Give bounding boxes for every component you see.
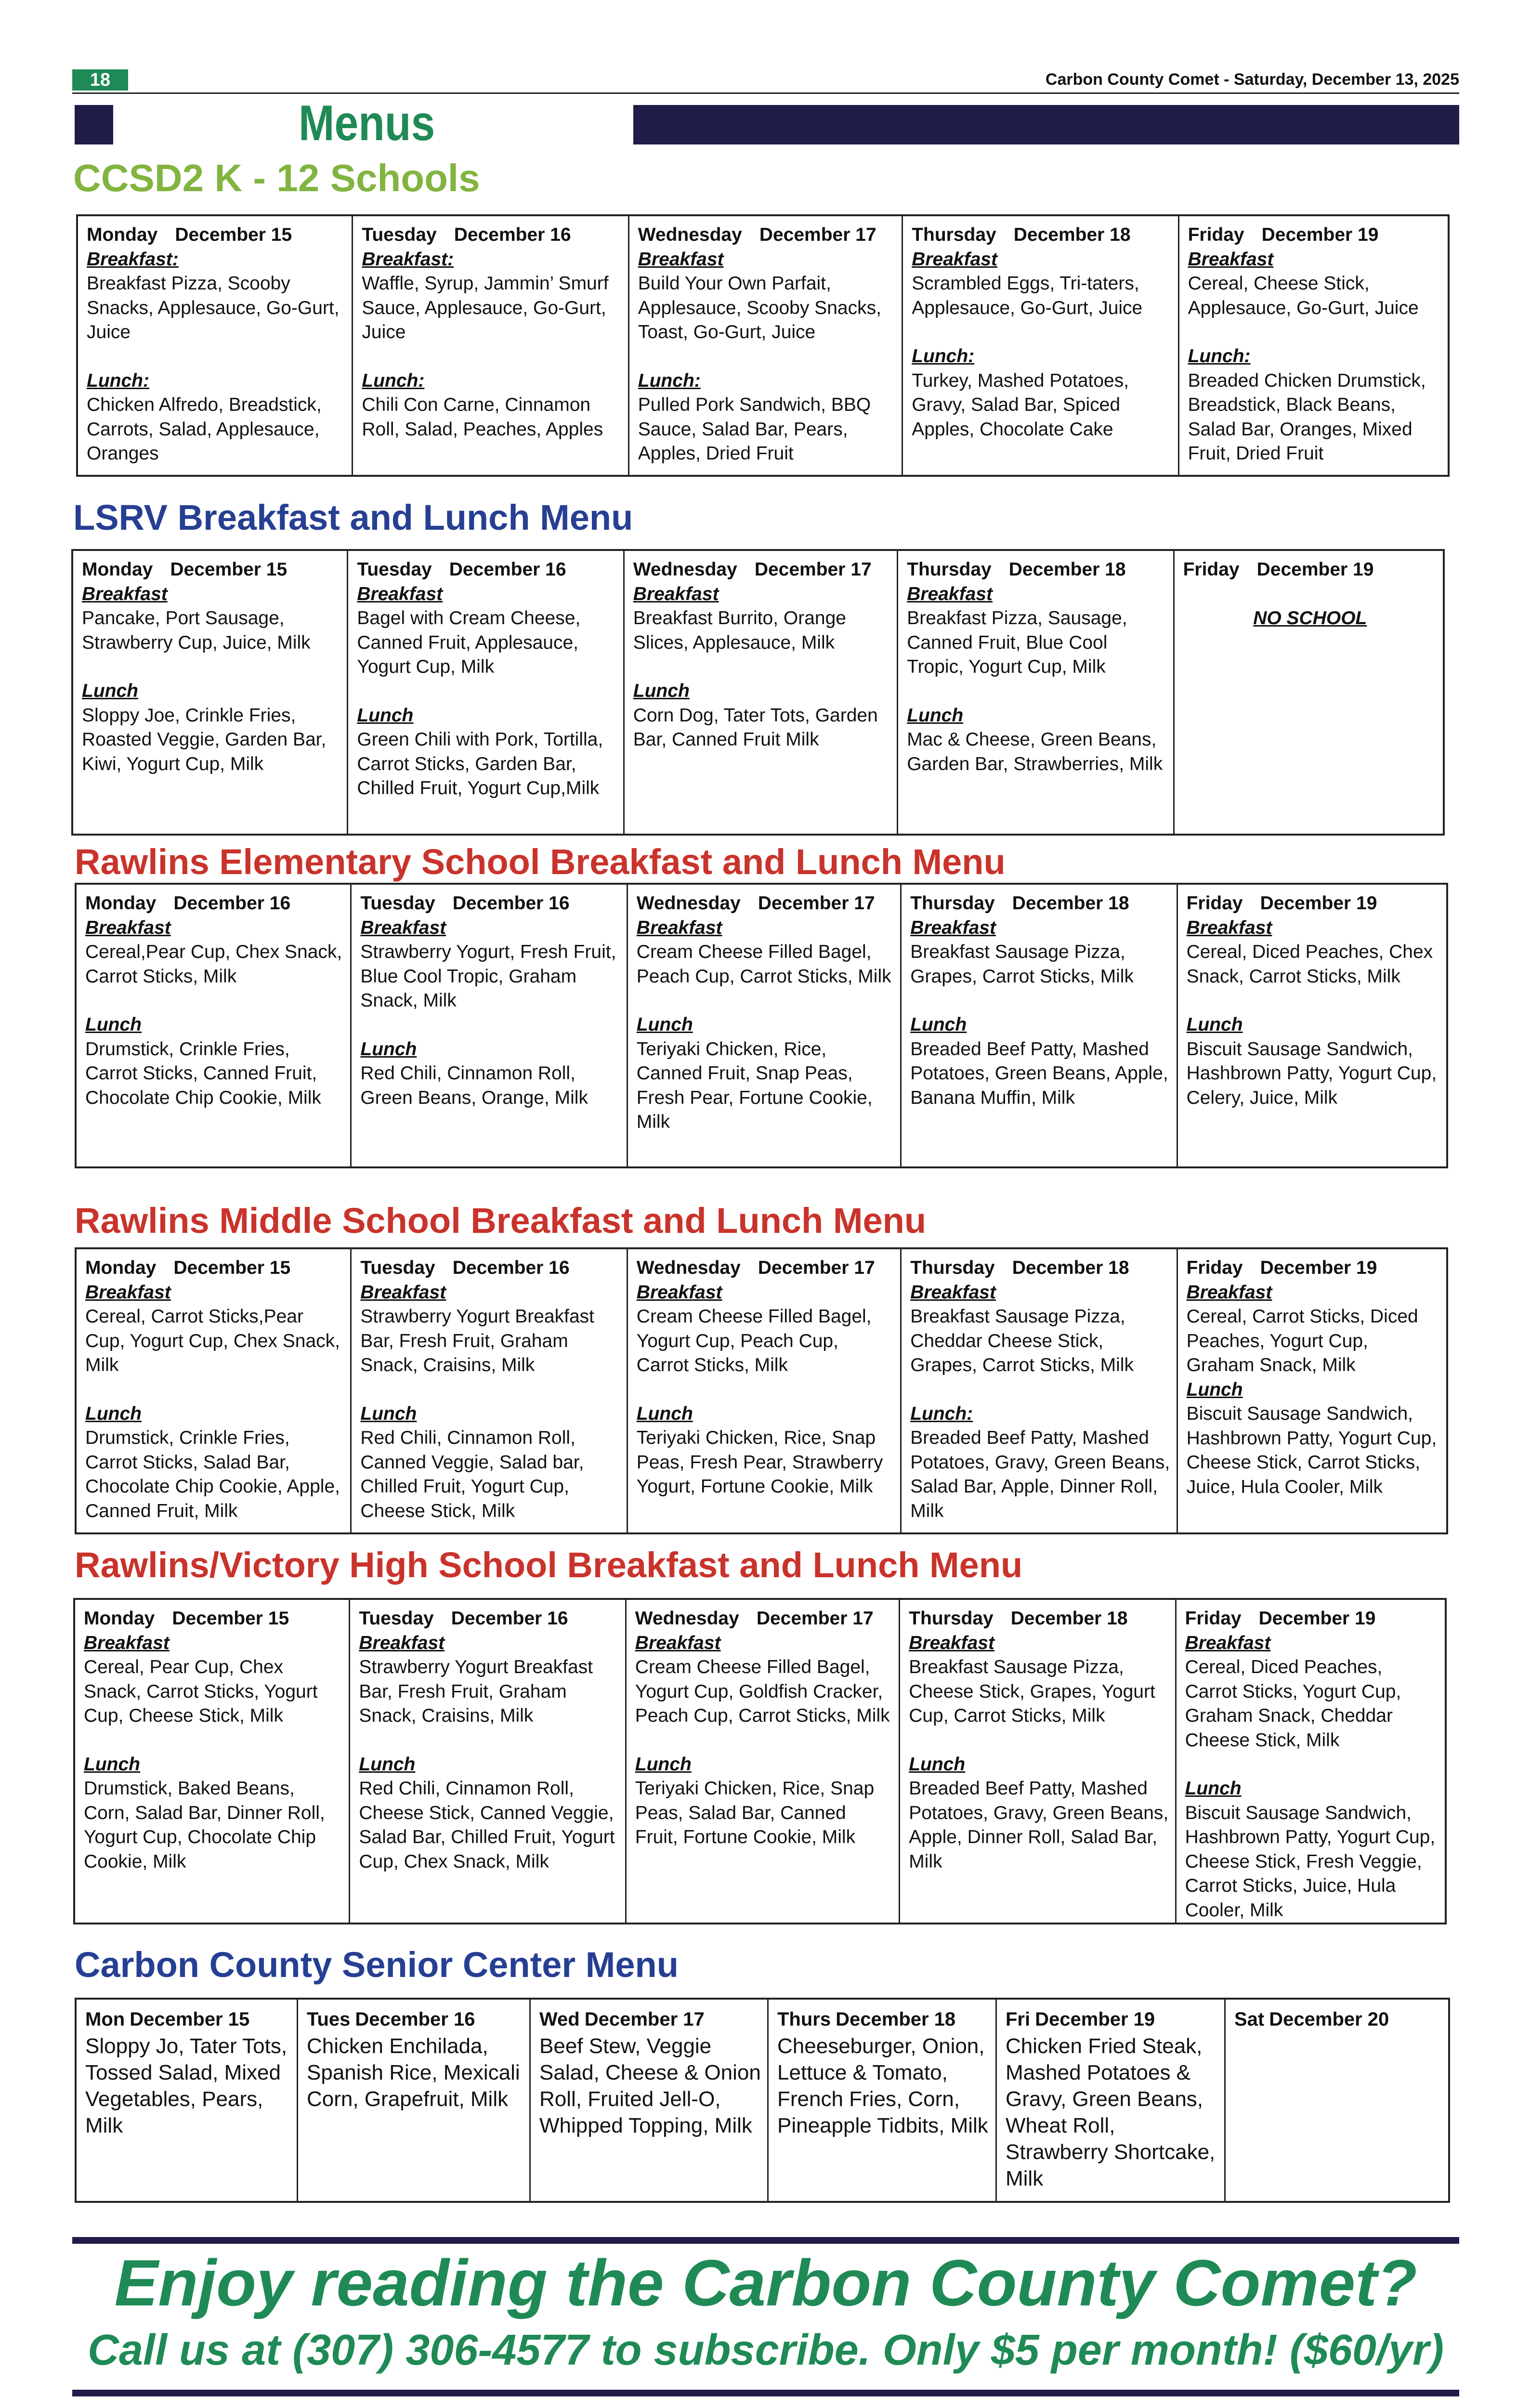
meal-label: Breakfast (82, 583, 168, 604)
meal-label: Lunch: (910, 1403, 973, 1424)
day-cell-tuesday (349, 1600, 625, 1923)
meal-label: Breakfast (1185, 1632, 1271, 1653)
day-name: Mon (85, 2009, 125, 2030)
day-date: December 19 (1258, 1608, 1376, 1629)
meal-label: Lunch: (638, 370, 701, 391)
spacer (1188, 320, 1442, 344)
day-name: Tuesday (362, 224, 437, 245)
meal-items: Waffle, Syrup, Jammin’ Smurf Sauce, Applesauce, Go-Gurt, Juice (362, 273, 609, 342)
meal-items: Red Chili, Cinnamon Roll, Green Beans, Orange, Milk (360, 1063, 588, 1108)
day-header (85, 2006, 291, 2033)
meal-items: Teriyaki Chicken, Rice, Snap Peas, Salad Bar, Canned Fruit, Fortune Cookie, Milk (635, 1778, 875, 1847)
meal-label: Lunch: (1188, 346, 1251, 366)
day-name: Wednesday (633, 559, 737, 580)
day-header (910, 891, 1170, 916)
day-date: December 17 (754, 559, 872, 580)
page-number: 18 (72, 69, 128, 91)
meal-items: Cream Cheese Filled Bagel, Yogurt Cup, Goldfish Cracker, Peach Cup, Carrot Sticks, Milk (635, 1657, 890, 1726)
meal-items: Cream Cheese Filled Bagel, Peach Cup, Carrot Sticks, Milk (636, 942, 891, 987)
meal-label: Breakfast (909, 1632, 994, 1653)
day-date: December 19 (1035, 2009, 1155, 2030)
day-cell-thursday (899, 1600, 1175, 1923)
day-cell-wednesday (627, 1249, 900, 1532)
meal-items: Red Chili, Cinnamon Roll, Canned Veggie, Salad bar, Chilled Fruit, Yogurt Cup, Cheese Stick, Milk (360, 1427, 584, 1521)
meal-items: Sloppy Jo, Tater Tots, Tossed Salad, Mixed Vegetables, Pears, Milk (85, 2034, 288, 2137)
meal-items: Biscuit Sausage Sandwich, Hashbrown Patty, Yogurt Cup, Celery, Juice, Milk (1186, 1038, 1437, 1108)
meal-items: Drumstick, Crinkle Fries, Carrot Sticks, Canned Fruit, Chocolate Chip Cookie, Milk (85, 1038, 321, 1108)
meal-items: Chicken Enchilada, Spanish Rice, Mexicali Corn, Grapefruit, Milk (307, 2034, 520, 2111)
senior-day-fri (995, 2000, 1224, 2201)
day-header (360, 891, 620, 916)
spacer (87, 345, 346, 369)
spacer (1187, 989, 1440, 1013)
spacer (635, 1728, 893, 1753)
day-date: December 17 (584, 2009, 705, 2030)
day-date: December 17 (758, 1257, 875, 1278)
meal-items: Cereal, Carrot Sticks,Pear Cup, Yogurt Cup, Chex Snack, Milk (85, 1306, 340, 1375)
meal-items: Breaded Chicken Drumstick, Breadstick, Black Beans, Salad Bar, Oranges, Mixed Fruit, Dried Fruit (1188, 370, 1426, 464)
day-header (907, 558, 1167, 582)
meal-label: Lunch: (912, 346, 975, 366)
day-date: December 18 (1012, 1257, 1129, 1278)
meal-label: Lunch (82, 681, 138, 701)
senior-day-wed (529, 2000, 767, 2201)
header-rule (72, 92, 1459, 94)
day-header (777, 2006, 990, 2033)
day-cell-thursday (900, 885, 1176, 1166)
meal-label: Breakfast (636, 1282, 722, 1303)
day-date: December 19 (1256, 559, 1374, 580)
day-cell-friday (1177, 885, 1446, 1166)
day-name: Friday (1186, 893, 1243, 914)
day-name: Wednesday (635, 1608, 739, 1629)
meal-items: Sloppy Joe, Crinkle Fries, Roasted Veggie, Garden Bar, Kiwi, Yogurt Cup, Milk (82, 705, 327, 774)
meal-label: Breakfast (85, 917, 171, 938)
day-name: Monday (85, 893, 157, 914)
day-name: Friday (1188, 224, 1244, 245)
meal-label: Breakfast (1186, 917, 1272, 938)
day-header (1234, 2006, 1442, 2033)
day-name: Wednesday (638, 224, 742, 245)
menu-table-ccsd2 (76, 214, 1450, 477)
meal-items: Chili Con Carne, Cinnamon Roll, Salad, Peaches, Apples (362, 394, 603, 440)
day-header (1006, 2006, 1218, 2033)
meal-items: Cereal, Pear Cup, Chex Snack, Carrot Sticks, Yogurt Cup, Cheese Stick, Milk (84, 1657, 318, 1726)
spacer (1185, 1753, 1439, 1777)
day-cell-thursday (900, 1249, 1176, 1532)
senior-day-sat (1224, 2000, 1448, 2201)
day-date: December 16 (355, 2009, 475, 2030)
day-cell-wednesday (627, 885, 900, 1166)
day-header (357, 558, 617, 582)
meal-label: Lunch (357, 705, 414, 726)
meal-items: Breakfast Burrito, Orange Slices, Applesauce, Milk (633, 608, 846, 653)
day-header (637, 1256, 894, 1281)
meal-items: Red Chili, Cinnamon Roll, Cheese Stick, Canned Veggie, Salad Bar, Chilled Fruit, Yogurt Cup, Chex Snack, Milk (359, 1778, 615, 1872)
day-name: Wednesday (636, 1257, 741, 1278)
day-cell-monday (73, 551, 347, 834)
day-date: December 16 (452, 893, 570, 914)
day-name: Monday (82, 559, 153, 580)
day-name: Thursday (912, 224, 996, 245)
meal-label: Lunch (359, 1754, 416, 1775)
section-title-senior: Carbon County Senior Center Menu (75, 1945, 679, 1985)
day-date: December 17 (759, 224, 876, 245)
meal-label: Breakfast (85, 1282, 171, 1303)
day-date: December 18 (1010, 1608, 1128, 1629)
day-header (637, 891, 894, 916)
meal-label: Breakfast (84, 1632, 170, 1653)
meal-items: Cereal, Diced Peaches, Carrot Sticks, Yogurt Cup, Graham Snack, Cheddar Cheese Stick, Milk (1185, 1657, 1401, 1751)
day-cell-thursday (897, 551, 1173, 834)
meal-items: Cheeseburger, Onion, Lettuce & Tomato, French Fries, Corn, Pineapple Tidbits, Milk (777, 2034, 988, 2137)
meal-label: Breakfast (910, 1282, 996, 1303)
meal-label: Breakfast (360, 1282, 446, 1303)
meal-items: Biscuit Sausage Sandwich, Hashbrown Patty, Yogurt Cup, Cheese Stick, Carrot Sticks, Juice, Hula Cooler, Milk (1186, 1403, 1437, 1497)
meal-items: Beef Stew, Veggie Salad, Cheese & Onion Roll, Fruited Jell-O, Whipped Topping, Milk (539, 2034, 761, 2137)
day-date: December 15 (175, 224, 292, 245)
meal-items: Scrambled Eggs, Tri-taters, Applesauce, Go-Gurt, Juice (912, 273, 1143, 318)
spacer (85, 989, 344, 1013)
day-header (360, 1256, 620, 1281)
day-cell-monday (78, 216, 352, 475)
footer-headline: Enjoy reading the Carbon County Comet? (114, 2246, 1417, 2319)
day-cell-tuesday (352, 216, 628, 475)
meal-items: Pulled Pork Sandwich, BBQ Sauce, Salad Bar, Pears, Apples, Dried Fruit (638, 394, 871, 464)
day-date: December 20 (1269, 2009, 1389, 2030)
meal-label: Breakfast (912, 249, 997, 270)
day-name: Thursday (909, 1608, 994, 1629)
meal-items: Green Chili with Pork, Tortilla, Carrot Sticks, Garden Bar, Chilled Fruit, Yogurt Cup,Milk (357, 729, 603, 798)
day-cell-monday (77, 1249, 350, 1532)
day-name: Monday (85, 1257, 157, 1278)
day-cell-wednesday (625, 1600, 899, 1923)
meal-label: Breakfast (360, 917, 446, 938)
day-name: Friday (1186, 1257, 1243, 1278)
meal-items: Breakfast Pizza, Scooby Snacks, Applesauce, Go-Gurt, Juice (87, 273, 340, 342)
title-block-left (75, 105, 113, 144)
meal-items: Cereal, Diced Peaches, Chex Snack, Carrot Sticks, Milk (1186, 942, 1433, 987)
spacer (360, 1378, 620, 1402)
day-date: December 15 (172, 1608, 289, 1629)
spacer (362, 345, 622, 369)
spacer (637, 1378, 894, 1402)
spacer (910, 989, 1170, 1013)
day-name: Thursday (907, 559, 992, 580)
meal-items: Mac & Cheese, Green Beans, Garden Bar, Strawberries, Milk (907, 729, 1163, 774)
meal-label: Lunch (1186, 1014, 1243, 1035)
day-header (633, 558, 891, 582)
section-title-lsrv: LSRV Breakfast and Lunch Menu (73, 497, 633, 537)
day-header (1187, 1256, 1440, 1281)
senior-day-tues (297, 2000, 529, 2201)
day-cell-thursday (902, 216, 1177, 475)
meal-items: Biscuit Sausage Sandwich, Hashbrown Patty, Yogurt Cup, Cheese Stick, Fresh Veggie, Carrot Sticks, Juice, Hula Cooler, Milk (1185, 1802, 1436, 1921)
day-header (909, 1607, 1169, 1631)
day-cell-tuesday (350, 1249, 626, 1532)
meal-label: Breakfast (910, 917, 996, 938)
meal-label: Lunch (636, 1403, 693, 1424)
day-name: Friday (1183, 559, 1240, 580)
meal-items: Breakfast Sausage Pizza, Grapes, Carrot Sticks, Milk (910, 942, 1134, 987)
meal-items: Strawberry Yogurt Breakfast Bar, Fresh Fruit, Graham Snack, Craisins, Milk (360, 1306, 594, 1375)
day-date: December 17 (758, 893, 875, 914)
day-cell-friday (1175, 1600, 1445, 1923)
day-header (635, 1607, 893, 1631)
day-cell-tuesday (350, 885, 626, 1166)
day-date: December 16 (454, 224, 571, 245)
meal-items: Breakfast Sausage Pizza, Cheddar Cheese Stick, Grapes, Carrot Sticks, Milk (910, 1306, 1134, 1375)
day-name: Monday (84, 1608, 155, 1629)
meal-items: Breakfast Sausage Pizza, Cheese Stick, Grapes, Yogurt Cup, Carrot Sticks, Milk (909, 1657, 1155, 1726)
meal-label: Breakfast: (87, 249, 179, 270)
section-title-ccsd2: CCSD2 K - 12 Schools (73, 157, 480, 199)
meal-items: Build Your Own Parfait, Applesauce, Scooby Snacks, Toast, Go-Gurt, Juice (638, 273, 881, 342)
meal-items: Cereal, Cheese Stick, Applesauce, Go-Gurt, Juice (1188, 273, 1419, 318)
footer-rule-bottom (72, 2390, 1459, 2396)
day-header (307, 2006, 523, 2033)
meal-label: Lunch (360, 1403, 417, 1424)
day-header (1183, 558, 1437, 582)
spacer (638, 345, 896, 369)
meal-label: Lunch (910, 1014, 967, 1035)
day-date: December 16 (451, 1608, 568, 1629)
meal-label: Breakfast (1188, 249, 1274, 270)
section-title-high: Rawlins/Victory High School Breakfast and Lunch Menu (75, 1545, 1023, 1585)
meal-label: Breakfast (907, 583, 993, 604)
page-title: Menus (299, 95, 435, 151)
spacer (909, 1728, 1169, 1753)
spacer (907, 680, 1167, 704)
day-name: Thursday (910, 893, 995, 914)
spacer (84, 1728, 343, 1753)
day-name: Thursday (910, 1257, 995, 1278)
masthead: Carbon County Comet - Saturday, December 13, 2025 (1045, 70, 1459, 89)
meal-label: Lunch: (362, 370, 425, 391)
spacer (633, 655, 891, 679)
spacer (82, 655, 341, 679)
meal-items: Cereal,Pear Cup, Chex Snack, Carrot Sticks, Milk (85, 942, 342, 987)
meal-label: Lunch (907, 705, 964, 726)
meal-items: Strawberry Yogurt, Fresh Fruit, Blue Cool Tropic, Graham Snack, Milk (360, 942, 616, 1011)
meal-label: Breakfast (636, 917, 722, 938)
day-date: December 19 (1260, 1257, 1377, 1278)
day-name: Wed (539, 2009, 580, 2030)
meal-label: Lunch (633, 681, 690, 701)
spacer (637, 989, 894, 1013)
day-name: Tuesday (357, 559, 432, 580)
meal-label: Lunch (85, 1403, 142, 1424)
day-date: December 18 (1013, 224, 1131, 245)
no-school-note: NO SCHOOL (1253, 607, 1367, 628)
meal-label: Lunch (85, 1014, 142, 1035)
day-date: December 19 (1261, 224, 1379, 245)
menu-table-high (73, 1598, 1447, 1924)
day-header (85, 891, 344, 916)
meal-items: Chicken Fried Steak, Mashed Potatoes & Gravy, Green Beans, Wheat Roll, Strawberry Shortcake, Milk (1006, 2034, 1216, 2190)
day-header (359, 1607, 619, 1631)
day-date: December 15 (130, 2009, 250, 2030)
day-date: December 18 (1008, 559, 1126, 580)
meal-items: Pancake, Port Sausage, Strawberry Cup, Juice, Milk (82, 608, 311, 653)
meal-label: Breakfast (1186, 1282, 1272, 1303)
meal-label: Breakfast: (362, 249, 454, 270)
day-name: Tuesday (360, 893, 435, 914)
day-name: Tuesday (360, 1257, 435, 1278)
day-header (85, 1256, 344, 1281)
day-name: Wednesday (636, 893, 741, 914)
meal-label: Lunch (1186, 1379, 1243, 1400)
day-cell-wednesday (623, 551, 897, 834)
spacer (360, 1013, 620, 1037)
meal-items: Cream Cheese Filled Bagel, Yogurt Cup, Peach Cup, Carrot Sticks, Milk (636, 1306, 872, 1375)
day-header (1187, 891, 1440, 916)
day-header (362, 223, 622, 248)
day-cell-wednesday (628, 216, 902, 475)
day-date: December 16 (452, 1257, 570, 1278)
day-name: Thurs (777, 2009, 831, 2030)
meal-label: Breakfast (635, 1632, 721, 1653)
spacer (357, 680, 617, 704)
meal-items: Cereal, Carrot Sticks, Diced Peaches, Yogurt Cup, Graham Snack, Milk (1186, 1306, 1418, 1375)
day-header (82, 558, 341, 582)
day-date: December 16 (173, 893, 291, 914)
meal-label: Breakfast (638, 249, 724, 270)
senior-day-mon (77, 2000, 297, 2201)
meal-items: Corn Dog, Tater Tots, Garden Bar, Canned Fruit Milk (633, 705, 878, 750)
footer-subscribe-line: Call us at (307) 306-4577 to subscribe. Only $5 per month! ($60/yr) (87, 2326, 1444, 2374)
menu-table-senior (75, 1998, 1450, 2203)
spacer (359, 1728, 619, 1753)
section-title-middle: Rawlins Middle School Breakfast and Lunch Menu (75, 1201, 927, 1241)
meal-label: Breakfast (359, 1632, 445, 1653)
day-date: December 16 (449, 559, 566, 580)
meal-items: Bagel with Cream Cheese, Canned Fruit, Applesauce, Yogurt Cup, Milk (357, 608, 581, 677)
meal-items: Breaded Beef Patty, Mashed Potatoes, Green Beans, Apple, Banana Muffin, Milk (910, 1038, 1168, 1108)
day-header (84, 1607, 343, 1631)
menu-table-middle (75, 1247, 1448, 1534)
day-date: December 18 (836, 2009, 956, 2030)
meal-items: Breaded Beef Patty, Mashed Potatoes, Gravy, Green Beans, Salad Bar, Apple, Dinner Roll, Milk (910, 1427, 1170, 1521)
day-header (1185, 1607, 1439, 1631)
day-cell-friday (1178, 216, 1448, 475)
day-name: Friday (1185, 1608, 1242, 1629)
spacer (85, 1378, 344, 1402)
title-bar (633, 105, 1459, 144)
spacer (910, 1378, 1170, 1402)
meal-items: Turkey, Mashed Potatoes, Gravy, Salad Bar, Spiced Apples, Chocolate Cake (912, 370, 1129, 440)
meal-label: Lunch (360, 1038, 417, 1060)
day-header (539, 2006, 761, 2033)
section-title-elementary: Rawlins Elementary School Breakfast and Lunch Menu (75, 842, 1006, 882)
meal-label: Lunch (1185, 1778, 1242, 1799)
day-name: Tues (307, 2009, 351, 2030)
day-name: Tuesday (359, 1608, 434, 1629)
meal-label: Lunch (635, 1754, 692, 1775)
day-date: December 17 (756, 1608, 874, 1629)
day-cell-tuesday (347, 551, 623, 834)
day-cell-monday (77, 885, 350, 1166)
footer-rule-top (72, 2237, 1459, 2244)
meal-items: Drumstick, Baked Beans, Corn, Salad Bar, Dinner Roll, Yogurt Cup, Chocolate Chip Cookie, Milk (84, 1778, 325, 1872)
meal-items: Breaded Beef Patty, Mashed Potatoes, Gravy, Green Beans, Apple, Dinner Roll, Salad Bar, Milk (909, 1778, 1169, 1872)
day-header (638, 223, 896, 248)
day-date: December 15 (173, 1257, 291, 1278)
meal-label: Lunch (84, 1754, 140, 1775)
day-header (87, 223, 346, 248)
meal-items: Teriyaki Chicken, Rice, Snap Peas, Fresh Pear, Strawberry Yogurt, Fortune Cookie, Milk (636, 1427, 883, 1497)
day-date: December 15 (170, 559, 288, 580)
meal-items: Teriyaki Chicken, Rice, Canned Fruit, Snap Peas, Fresh Pear, Fortune Cookie, Milk (636, 1038, 873, 1132)
day-header (912, 223, 1172, 248)
menu-table-lsrv (71, 549, 1445, 836)
day-name: Monday (87, 224, 158, 245)
meal-items: Breakfast Pizza, Sausage, Canned Fruit, Blue Cool Tropic, Yogurt Cup, Milk (907, 608, 1127, 677)
meal-items: Drumstick, Crinkle Fries, Carrot Sticks, Salad Bar, Chocolate Chip Cookie, Apple, Canned Fruit, Milk (85, 1427, 340, 1521)
day-cell-friday (1173, 551, 1443, 834)
meal-label: Lunch (636, 1014, 693, 1035)
meal-items: Chicken Alfredo, Breadstick, Carrots, Salad, Applesauce, Oranges (87, 394, 322, 464)
day-header (910, 1256, 1170, 1281)
meal-label: Breakfast (633, 583, 719, 604)
day-header (1188, 223, 1442, 248)
day-cell-friday (1177, 1249, 1446, 1532)
meal-label: Lunch: (87, 370, 149, 391)
day-cell-monday (75, 1600, 349, 1923)
spacer (1183, 582, 1437, 606)
meal-items: Strawberry Yogurt Breakfast Bar, Fresh Fruit, Graham Snack, Craisins, Milk (359, 1657, 593, 1726)
menu-table-elementary (75, 883, 1448, 1168)
day-name: Fri (1006, 2009, 1031, 2030)
spacer (912, 320, 1172, 344)
day-name: Sat (1234, 2009, 1265, 2030)
day-date: December 18 (1012, 893, 1129, 914)
day-date: December 19 (1260, 893, 1377, 914)
meal-label: Lunch (909, 1754, 966, 1775)
meal-label: Breakfast (357, 583, 443, 604)
senior-day-thurs (767, 2000, 995, 2201)
